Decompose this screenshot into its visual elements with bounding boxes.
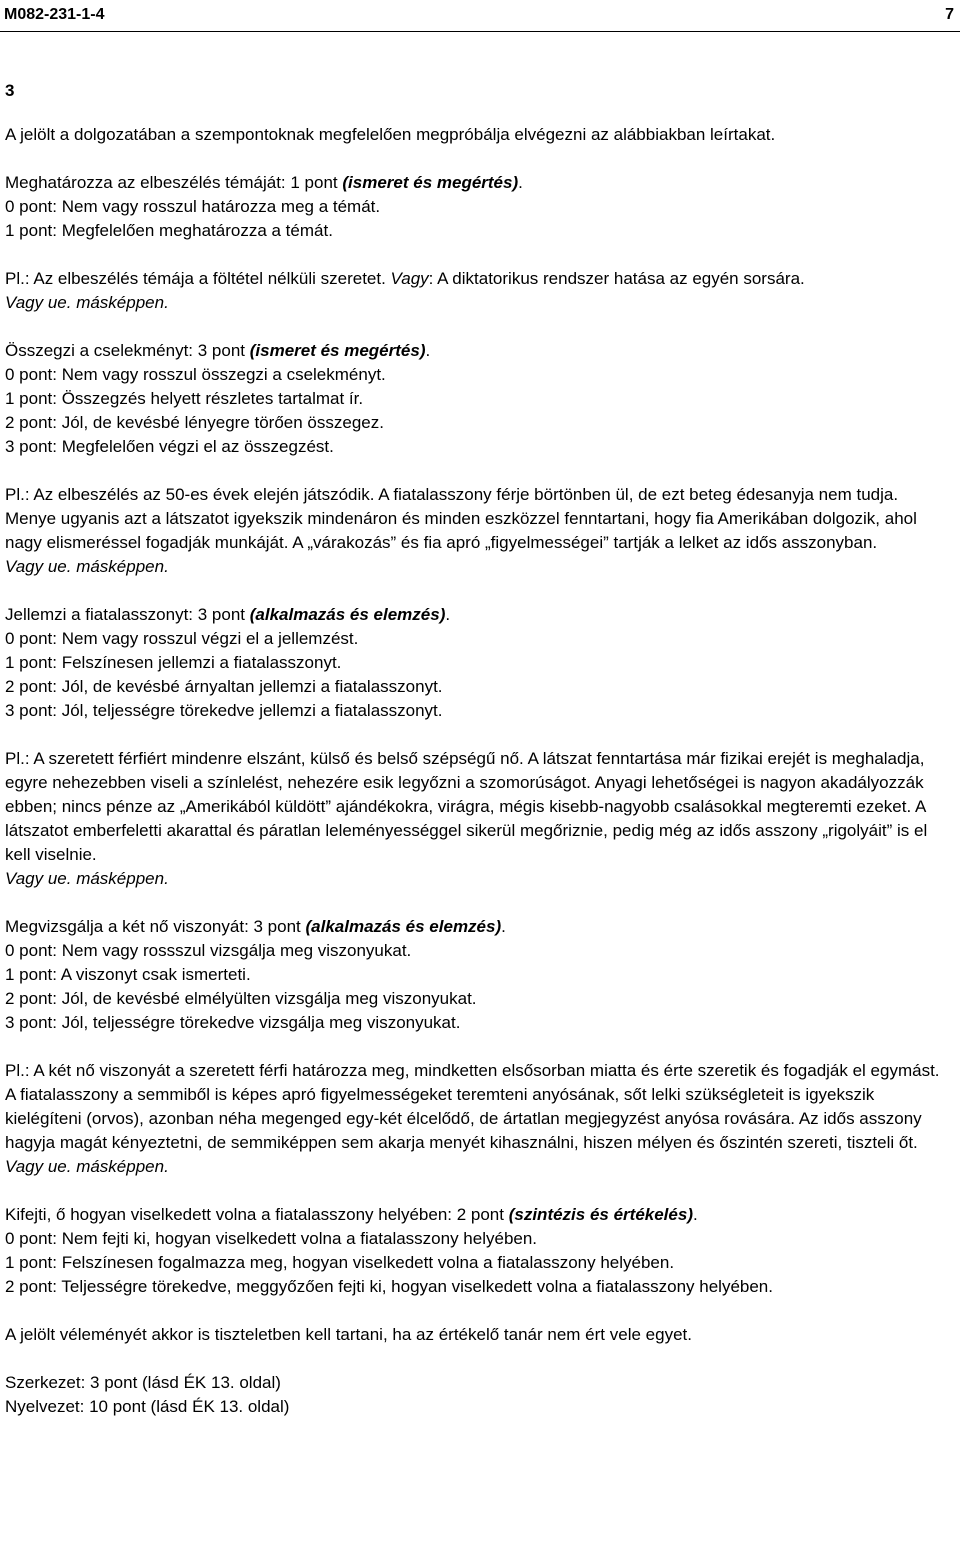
page-number: 7 xyxy=(945,6,954,23)
section-characterization xyxy=(5,603,952,891)
alternative-note: Vagy ue. másképpen. xyxy=(5,869,169,888)
section-relationship xyxy=(5,915,952,1179)
section-title: Összegzi a cselekményt: 3 pont (ismeret és megértés). xyxy=(5,341,431,360)
score-line: 2 pont: Jól, de kevésbé árnyaltan jellemzi a fiatalasszonyt. xyxy=(5,677,443,696)
score-line: 0 pont: Nem vagy rosszul összegzi a cselekményt. xyxy=(5,365,386,384)
section-title: Kifejti, ő hogyan viselkedett volna a fiatalasszony helyében: 2 pont (szintézis és értékelés). xyxy=(5,1205,698,1224)
category-label: (szintézis és értékelés) xyxy=(508,1205,693,1224)
score-line: 1 pont: A viszonyt csak ismerteti. xyxy=(5,965,251,984)
category-label: (ismeret és megértés) xyxy=(249,341,426,360)
score-line: 0 pont: Nem fejti ki, hogyan viselkedett volna a fiatalasszony helyében. xyxy=(5,1229,538,1248)
alternative-note: Vagy ue. másképpen. xyxy=(5,293,169,312)
score-line: 1 pont: Felszínesen fogalmazza meg, hogyan viselkedett volna a fiatalasszony helyében. xyxy=(5,1253,675,1272)
section-title: Megvizsgálja a két nő viszonyát: 3 pont (alkalmazás és elemzés). xyxy=(5,917,506,936)
score-line: 0 pont: Nem vagy rossszul vizsgálja meg viszonyukat. xyxy=(5,941,412,960)
section-plot-summary xyxy=(5,339,952,579)
page-header xyxy=(4,5,954,25)
alternative-note: Vagy ue. másképpen. xyxy=(5,1157,169,1176)
document-code: M082-231-1-4 xyxy=(4,6,105,23)
section-topic xyxy=(5,171,952,315)
score-line: 0 pont: Nem vagy rosszul végzi el a jellemzést. xyxy=(5,629,359,648)
example-paragraph: Pl.: A szeretett férfiért mindenre elszánt, külső és belső szépségű nő. A látszat fenntartása már fizikai erejét is meghaladja, egyre nehezebben viseli a színlelést, nehezére esik legyőzni a szomorúságot. Anyagi lehetőségei is nagyon akadályozzák ebben; nincs pénze az „Amerikából küldött” ajándékokra, virágra, mégis kisebb-nagyobb csalásokkal megteremti ezeket. A látszatot emberfeletti akarattal és páratlan leleményességgel sikerül megőriznie, pedig még az idős asszony „rigolyáit” is el kell viselnie. xyxy=(5,749,928,864)
closing-note: A jelölt véleményét akkor is tiszteletben kell tartani, ha az értékelő tanár nem ért vele egyet. xyxy=(5,1325,692,1344)
score-line: 1 pont: Megfelelően meghatározza a témát. xyxy=(5,221,333,240)
score-line: 2 pont: Teljességre törekedve, meggyőzően fejti ki, hogyan viselkedett volna a fiatalasszony helyében. xyxy=(5,1277,773,1296)
section-title: Jellemzi a fiatalasszonyt: 3 pont (alkalmazás és elemzés). xyxy=(5,605,451,624)
alternative-note: Vagy ue. másképpen. xyxy=(5,557,169,576)
category-label: (ismeret és megértés) xyxy=(342,173,519,192)
structure-score: Szerkezet: 3 pont (lásd ÉK 13. oldal) xyxy=(5,1373,281,1392)
score-line: 2 pont: Jól, de kevésbé elmélyülten vizsgálja meg viszonyukat. xyxy=(5,989,477,1008)
section-title: Meghatározza az elbeszélés témáját: 1 pont (ismeret és megértés). xyxy=(5,173,523,192)
score-line: 0 pont: Nem vagy rosszul határozza meg a témát. xyxy=(5,197,381,216)
category-label: (alkalmazás és elemzés) xyxy=(305,917,502,936)
header-divider xyxy=(0,31,960,32)
example-paragraph: Pl.: A két nő viszonyát a szeretett férfi határozza meg, mindketten elsősorban miatta és érte szeretik és fogadják el egymást. A fiatalasszony a semmiből is képes apró figyelmességeket teremteni anyósának, sőt lelki szükségleteit is igyekszik kielégíteni (orvos), azonban néha megenged egy-két élcelődő, de ártatlan megjegyzést anyósa rovására. Az idős asszony hagyja magát kényeztetni, de semmiképpen sem akarja menyét kihasználni, hiszen mélyen és őszintén szereti, tiszteli őt. xyxy=(5,1061,940,1152)
score-line: 3 pont: Jól, teljességre törekedve jellemzi a fiatalasszonyt. xyxy=(5,701,443,720)
section-personal-view xyxy=(5,1203,952,1299)
example-paragraph: Pl.: Az elbeszélés témája a föltétel nélküli szeretet. Vagy: A diktatorikus rendszer hatása az egyén sorsára. xyxy=(5,269,805,288)
score-line: 3 pont: Jól, teljességre törekedve vizsgálja meg viszonyukat. xyxy=(5,1013,461,1032)
intro-paragraph: A jelölt a dolgozatában a szempontoknak megfelelően megpróbálja elvégezni az alábbiakban leírtakat. xyxy=(5,125,776,144)
score-line: 3 pont: Megfelelően végzi el az összegzést. xyxy=(5,437,334,456)
language-score: Nyelvezet: 10 pont (lásd ÉK 13. oldal) xyxy=(5,1397,290,1416)
score-line: 2 pont: Jól, de kevésbé lényegre törően összegez. xyxy=(5,413,384,432)
question-number: 3 xyxy=(5,81,15,100)
score-line: 1 pont: Összegzés helyett részletes tartalmat ír. xyxy=(5,389,364,408)
example-paragraph: Pl.: Az elbeszélés az 50-es évek elején játszódik. A fiatalasszony férje börtönben ül, de ezt beteg édesanyja nem tudja. Menye ugyanis azt a látszatot igyekszik mindenáron és minden eszközzel fenntartani, hogy fia Amerikában dolgozik, ahol nagy elismeréssel fogadják munkáját. A „várakozás” és fia apró „figyelmességei” tartják a lelket az idős asszonyban. xyxy=(5,485,917,552)
page-content xyxy=(5,79,952,1419)
score-line: 1 pont: Felszínesen jellemzi a fiatalasszonyt. xyxy=(5,653,342,672)
footer-scores xyxy=(5,1371,952,1419)
category-label: (alkalmazás és elemzés) xyxy=(249,605,446,624)
